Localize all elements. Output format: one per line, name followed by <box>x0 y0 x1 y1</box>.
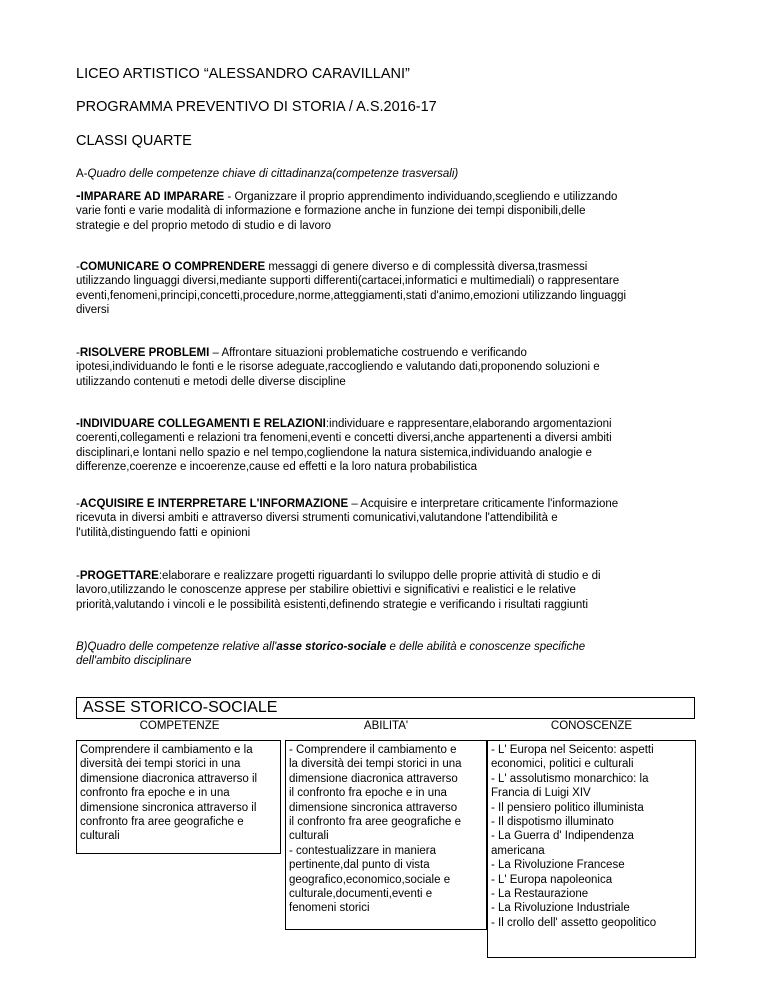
competence-item-risolvere: -RISOLVERE PROBLEMI – Affrontare situazioni problematiche costruendo e verificando ipotesi,individuando le fonti e le risorse adeguate,raccogliendo e valutando dati,proponendo soluzioni e utilizzando contenuti e metodi delle diverse discipline <box>76 347 600 388</box>
section-a-title: A-Quadro delle competenze chiave di cittadinanza(competenze trasversali) <box>76 168 459 180</box>
cell-abilita: - Comprendere il cambiamento e la diversità dei tempi storici in una dimensione diacronica attraverso il confronto fra epoche e in una dimensione sincronica attraverso il confronto fra aree geografiche e culturali - contestualizzare in maniera pertinente,dal punto di vista geografico,economico,sociale e culturale,documenti,eventi e fenomeni storici <box>285 740 487 930</box>
section-b-title: B)Quadro delle competenze relative all'asse storico-sociale e delle abilità e conoscenze specifiche dell'ambito disciplinare <box>76 641 586 668</box>
competence-item-comunicare: -COMUNICARE O COMPRENDERE messaggi di genere diverso e di complessità diversa,trasmessi utilizzando linguaggi diversi,mediante supporti differenti(cartacei,informatici e multimediali) o rappresentare eventi,fenomeni,principi,concetti,procedure,norme,atteggiamenti,stati d'animo,emozioni utilizzando linguaggi diversi <box>76 261 627 316</box>
competence-item-imparare: -IMPARARE AD IMPARARE - Organizzare il proprio apprendimento individuando,scegliendo e utilizzando varie fonti e varie modalità di informazione e formazione anche in funzione dei tempi disponibili,delle strategie e del proprio metodo di studio e di lavoro <box>76 187 618 232</box>
competence-item-progettare: -PROGETTARE:elaborare e realizzare progetti riguardanti lo sviluppo delle proprie attività di studio e di lavoro,utilizzando le conoscenze apprese per stabilire obiettivi e significativi e realistici e le relative priorità,valutando i vincoli e le possibilità esistenti,definendo strategie e verificando i risultati raggiunti <box>76 570 601 611</box>
table-title-box <box>76 697 695 719</box>
competence-item-acquisire: -ACQUISIRE E INTERPRETARE L'INFORMAZIONE – Acquisire e interpretare criticamente l'informazione ricevuta in diversi ambiti e attraverso diversi strumenti comunicativi,valutandone l'attendibilità e l'utilità,distinguendo fatti e opinioni <box>76 498 619 539</box>
table-title: ASSE STORICO-SOCIALE <box>83 699 278 716</box>
classes-title: CLASSI QUARTE <box>76 133 192 149</box>
column-header-abilita: ABILITA' <box>363 720 409 732</box>
cell-competenze: Comprendere il cambiamento e la diversità dei tempi storici in una dimensione diacronica attraverso il confronto fra epoche e in una dimensione sincronica attraverso il confronto fra aree geografiche e culturali <box>76 740 281 854</box>
cell-conoscenze: - L' Europa nel Seicento: aspetti economici, politici e culturali - L' assolutismo monarchico: la Francia di Luigi XIV - Il pensiero politico illuminista - Il dispotismo illuminato - La Guerra d' Indipendenza americana - La Rivoluzione Francese - L' Europa napoleonica - La Restaurazione - La Rivoluzione Industriale - Il crollo dell' assetto geopolitico <box>487 740 696 958</box>
column-header-conoscenze: CONOSCENZE <box>550 720 633 732</box>
competence-item-individuare: -INDIVIDUARE COLLEGAMENTI E RELAZIONI:individuare e rappresentare,elaborando argomentazioni coerenti,collegamenti e relazioni tra fenomeni,eventi e concetti diversi,anche appartenenti a diversi ambiti disciplinari,e lontani nello spazio e nel tempo,cogliendone la natura sistemica,individuando analogie e differenze,coerenze e incoerenze,cause ed effetti e la loro natura probabilistica <box>76 418 612 473</box>
program-title: PROGRAMMA PREVENTIVO DI STORIA / A.S.2016-17 <box>76 99 437 115</box>
school-title: LICEO ARTISTICO “ALESSANDRO CARAVILLANI” <box>76 66 410 82</box>
column-header-competenze: COMPETENZE <box>139 720 220 732</box>
